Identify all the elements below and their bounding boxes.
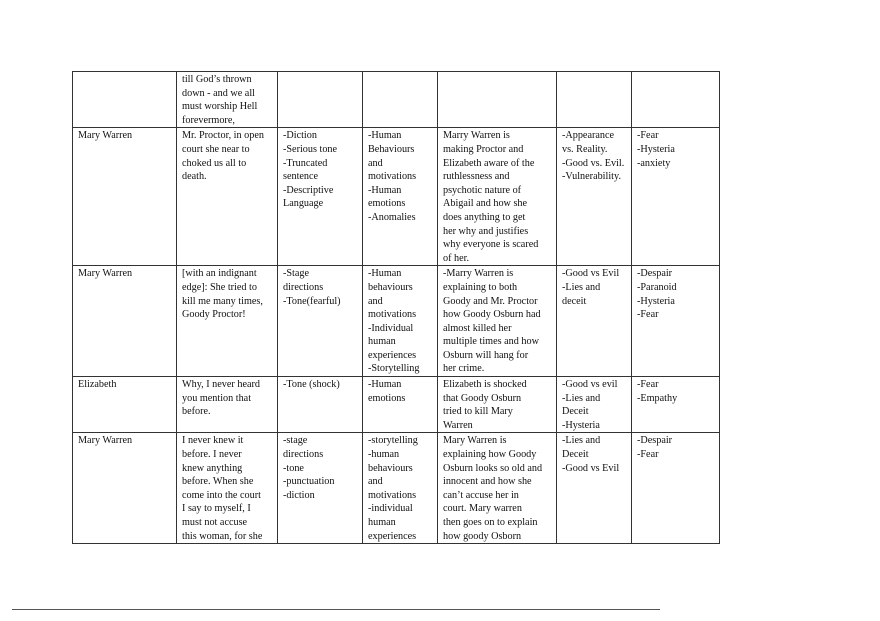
table-row [73, 72, 720, 128]
cell-technique [278, 72, 363, 128]
cell-explanation: -Marry Warren is explaining to both Goody and Mr. Proctor how Goody Osburn had almost killed her multiple times and how Osburn will hang for her crime. [438, 266, 557, 377]
cell-quote: [with an indignant edge]: She tried to kill me many times, Goody Proctor! [177, 266, 278, 377]
analysis-table [72, 71, 720, 544]
cell-emotion: -Despair -Fear [632, 433, 720, 544]
cell-theme [557, 72, 632, 128]
cell-quote: I never knew it before. I never knew anything before. When she come into the court I say to myself, I must not accuse this woman, for she [177, 433, 278, 544]
cell-quote: till God’s thrown down - and we all must worship Hell forevermore, [177, 72, 278, 128]
cell-big-idea: -Human Behaviours and motivations -Human emotions -Anomalies [363, 128, 438, 266]
cell-emotion: -Fear -Empathy [632, 377, 720, 433]
cell-big-idea: -Human behaviours and motivations -Individual human experiences -Storytelling [363, 266, 438, 377]
footer-divider [12, 609, 660, 610]
table-row [73, 128, 720, 266]
cell-explanation [438, 72, 557, 128]
cell-emotion: -Despair -Paranoid -Hysteria -Fear [632, 266, 720, 377]
cell-big-idea [363, 72, 438, 128]
cell-character: Mary Warren [73, 433, 177, 544]
cell-big-idea: -storytelling -human behaviours and motivations -individual human experiences [363, 433, 438, 544]
cell-theme: -Good vs Evil -Lies and deceit [557, 266, 632, 377]
table-row [73, 377, 720, 433]
cell-theme: -Lies and Deceit -Good vs Evil [557, 433, 632, 544]
cell-character: Mary Warren [73, 128, 177, 266]
cell-technique: -Stage directions -Tone(fearful) [278, 266, 363, 377]
cell-explanation: Mary Warren is explaining how Goody Osburn looks so old and innocent and how she can’t accuse her in court. Mary warren then goes on to explain how goody Osborn [438, 433, 557, 544]
cell-big-idea: -Human emotions [363, 377, 438, 433]
table-row [73, 433, 720, 544]
cell-explanation: Marry Warren is making Proctor and Elizabeth aware of the ruthlessness and psychotic nature of Abigail and how she does anything to get her why and justifies why everyone is scared of her. [438, 128, 557, 266]
cell-technique: -Diction -Serious tone -Truncated sentence -Descriptive Language [278, 128, 363, 266]
cell-theme: -Good vs evil -Lies and Deceit -Hysteria [557, 377, 632, 433]
cell-character [73, 72, 177, 128]
cell-explanation: Elizabeth is shocked that Goody Osburn tried to kill Mary Warren [438, 377, 557, 433]
cell-technique: -Tone (shock) [278, 377, 363, 433]
cell-quote: Why, I never heard you mention that before. [177, 377, 278, 433]
cell-quote: Mr. Proctor, in open court she near to choked us all to death. [177, 128, 278, 266]
cell-emotion: -Fear -Hysteria -anxiety [632, 128, 720, 266]
cell-technique: -stage directions -tone -punctuation -diction [278, 433, 363, 544]
cell-character: Mary Warren [73, 266, 177, 377]
table-row [73, 266, 720, 377]
cell-character: Elizabeth [73, 377, 177, 433]
cell-theme: -Appearance vs. Reality. -Good vs. Evil. -Vulnerability. [557, 128, 632, 266]
cell-emotion [632, 72, 720, 128]
